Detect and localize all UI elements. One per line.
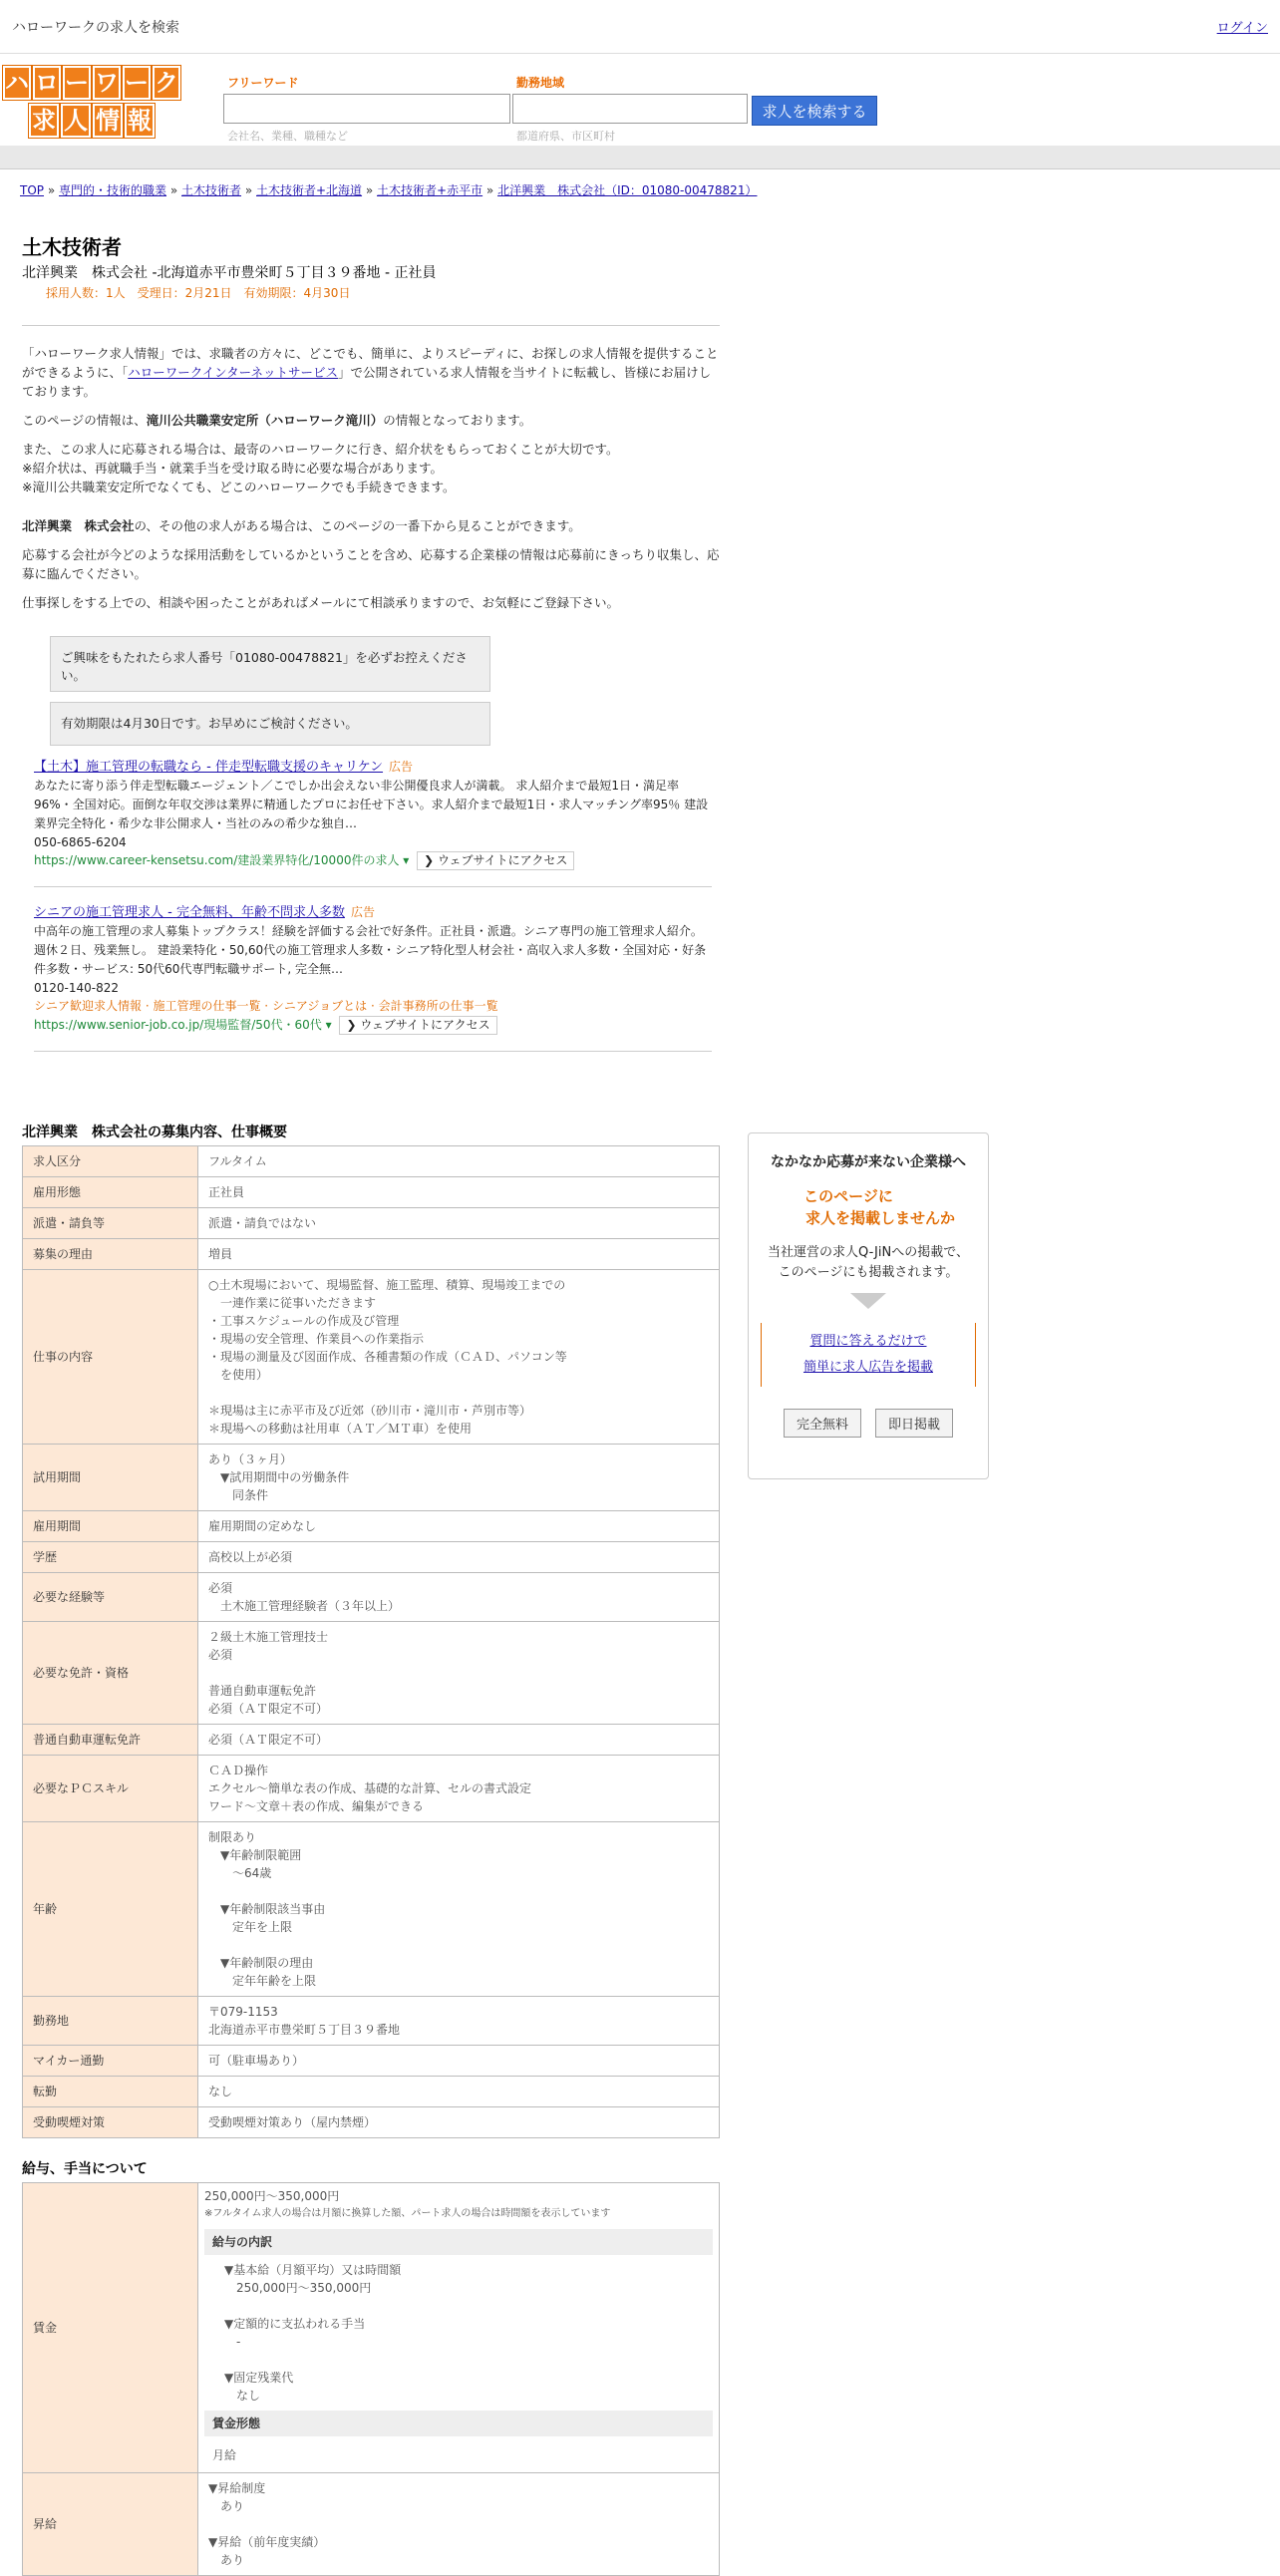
deadline-note: 有効期限は4月30日です。お早めにご検討ください。 <box>50 702 490 746</box>
breadcrumb-link[interactable]: 土木技術者+赤平市 <box>377 183 483 197</box>
research-paragraph: 応募する会社が今どのような採用活動をしているかということを含め、応募する企業様の情報は応募前にきっちり収集し、応募に臨んでください。 <box>22 547 720 581</box>
hellowork-link[interactable]: ハローワークインターネットサービス <box>128 365 339 380</box>
sponsored-ad: 【土木】施工管理の転職なら - 伴走型転職支援のキャリケン 広告 あなたに寄り添う伴走型転職エージェント／こでしか出会えない非公開優良求人が満載。 求人紹介まで最短1日・満足率96%・全国対応。面倒な年収交渉は業界に精通したプロにお任せ下さい。求人紹介まで最短1日・求人マッチング率95％ 建設業界完全特化・希少な非公開求人・当社のみの希少な独自… 050-6865-6204 https://www.career-kensetsu.com/建設業界特化/10000件の求人 ▾ ❯ ウェブサイトにアクセス <box>34 756 712 887</box>
logo-char: ワ <box>93 66 121 100</box>
ad-title-link[interactable]: シニアの施工管理求人 - 完全無料、年齢不問求人多数 <box>34 905 345 920</box>
row-value: フルタイム <box>198 1146 720 1177</box>
breadcrumb-separator: » <box>166 183 181 197</box>
breadcrumb-link[interactable]: 専門的・技術的職業 <box>59 183 167 197</box>
breadcrumb-link[interactable]: 土木技術者 <box>181 183 242 197</box>
row-value: 高校以上が必須 <box>198 1542 720 1573</box>
site-tagline: ハローワークの求人を検索 <box>12 19 179 36</box>
ad-phone[interactable]: 050-6865-6204 <box>34 835 127 849</box>
table-row <box>23 1542 720 1573</box>
breadcrumb-separator: » <box>362 183 378 197</box>
table-row <box>23 1822 720 1997</box>
row-value: 正社員 <box>198 1177 720 1208</box>
breadcrumb-link[interactable]: 北洋興業 株式会社（ID：01080-00478821） <box>497 183 758 197</box>
wage-title: 給与、手当について <box>22 2161 148 2177</box>
raise-key: 昇給 <box>23 2473 198 2576</box>
job-subtitle: 北洋興業 株式会社 -北海道赤平市豊栄町５丁目３９番地 - 正社員 <box>22 265 437 281</box>
table-row <box>23 2183 720 2473</box>
logo-char: ー <box>123 66 151 100</box>
row-key: 必要なＰＣスキル <box>23 1756 198 1822</box>
logo-char: ー <box>63 66 91 100</box>
table-row <box>23 1177 720 1208</box>
intro-paragraph: 「ハローワーク求人情報」では、求職者の方々に、どこでも、簡単に、よりスピーディに、お探しの求人情報を提供することができるように、「ハローワークインターネットサービス」で公開されている求人情報を当サイトに転載し、皆様にお届けしております。 <box>22 346 719 399</box>
down-arrow-icon <box>850 1293 886 1309</box>
header <box>0 54 1280 146</box>
apply-paragraph: また、この求人に応募される場合は、最寄のハローワークに行き、紹介状をもらっておくことが大切です。 <box>22 442 619 457</box>
wage-key: 賃金 <box>23 2183 198 2473</box>
ad-url[interactable]: https://www.career-kensetsu.com/建設業界特化/10000件の求人 <box>34 853 400 867</box>
source-paragraph: このページの情報は、滝川公共職業安定所（ハローワーク滝川）の情報となっております。 <box>22 413 532 428</box>
logo-char: ク <box>153 66 180 100</box>
row-value: 必須（ＡＴ限定不可） <box>198 1725 720 1756</box>
visit-website-button[interactable]: ❯ ウェブサイトにアクセス <box>339 1016 496 1035</box>
advertise-links <box>761 1323 976 1387</box>
table-row <box>23 1511 720 1542</box>
row-key: 必要な免許・資格 <box>23 1622 198 1725</box>
table-row <box>23 2077 720 2107</box>
row-value: ○土木現場において、現場監督、施工監理、積算、現場竣工までの 一連作業に従事いただきます ・工事スケジュールの作成及び管理 ・現場の安全管理、作業員への作業指示 ・現場の測量及び図面作成、各種書類の作成（ＣＡＤ、パソコン等 を使用） ＊現場は主に赤平市及び近郊（砂川市・滝川市・芦別市等） ＊現場への移動は社用車（ＡＴ／ＭＴ車）を使用 <box>198 1270 720 1445</box>
freeword-label: フリーワード <box>227 76 299 90</box>
site-logo[interactable] <box>4 66 179 142</box>
row-key: 普通自動車運転免許 <box>23 1725 198 1756</box>
login-link[interactable]: ログイン <box>1216 21 1268 36</box>
ad-description: あなたに寄り添う伴走型転職エージェント／こでしか出会えない非公開優良求人が満載。 求人紹介まで最短1日・満足率96%・全国対応。面倒な年収交渉は業界に精通したプロにお任せ下さい。求人紹介まで最短1日・求人マッチング率95％ 建設業界完全特化・希少な非公開求人・当社のみの希少な独自… <box>34 779 709 830</box>
table-row <box>23 1573 720 1622</box>
breadcrumb <box>20 181 757 198</box>
top-bar <box>0 0 1280 54</box>
wage-form-header: 賃金形態 <box>204 2411 713 2436</box>
logo-char: ハ <box>3 66 31 100</box>
logo-char: 報 <box>125 104 155 138</box>
table-row <box>23 1445 720 1511</box>
breadcrumb-separator: » <box>44 183 59 197</box>
note-paragraph: ※紹介状は、再就職手当・就業手当を受け取る時に必要な場合があります。 <box>22 461 443 476</box>
same-day-button[interactable]: 即日掲載 <box>875 1409 953 1438</box>
row-value: ＣＡＤ操作 エクセル～簡単な表の作成、基礎的な計算、セルの書式設定 ワード～文章＋表の作成、編集ができる <box>198 1756 720 1822</box>
job-info-table <box>22 1145 720 2138</box>
free-button[interactable]: 完全無料 <box>784 1409 861 1438</box>
table-row <box>23 2107 720 2138</box>
sponsored-ad: シニアの施工管理求人 - 完全無料、年齢不問求人多数 広告 中高年の施工管理の求人募集トップクラス！経験を評価する会社で好条件。正社員・派遣。シニア専門の施工管理求人紹介。週休２日、残業無し。 建設業特化・50,60代の施工管理求人多数・シニア特化型人材会社・高収入求人多数・全国対応・好条件多数・サービス: 50代60代専門転職サポート, 完全無… 0120-140-822 シニア歓迎求人情報 · 施工管理の仕事一覧 · シニアジョブとは · 会計事務所の仕事一覧 https://www.senior-job.co.jp/現場監督/50代・60代 ▾ ❯ ウェブサイトにアクセス <box>34 901 712 1052</box>
breadcrumb-separator: » <box>482 183 498 197</box>
visit-website-button[interactable]: ❯ ウェブサイトにアクセス <box>417 851 574 870</box>
ad-url[interactable]: https://www.senior-job.co.jp/現場監督/50代・60代 <box>34 1018 322 1032</box>
table-row <box>23 1239 720 1270</box>
row-key: 募集の理由 <box>23 1239 198 1270</box>
table-title: 北洋興業 株式会社の募集内容、仕事概要 <box>22 1125 287 1140</box>
table-row <box>23 1622 720 1725</box>
row-value: 雇用期間の定めなし <box>198 1511 720 1542</box>
table-row <box>23 1725 720 1756</box>
freeword-input[interactable] <box>223 94 510 124</box>
table-row <box>23 1146 720 1177</box>
divider-bar <box>0 146 1280 169</box>
row-key: 雇用形態 <box>23 1177 198 1208</box>
ad-title-link[interactable]: 【土木】施工管理の転職なら - 伴走型転職支援のキャリケン <box>34 760 384 775</box>
row-key: 必要な経験等 <box>23 1573 198 1622</box>
row-value: 派遣・請負ではない <box>198 1208 720 1239</box>
row-key: 勤務地 <box>23 1997 198 2046</box>
row-value: ２級土木施工管理技士 必須 普通自動車運転免許 必須（ＡＴ限定不可） <box>198 1622 720 1725</box>
answer-questions-link[interactable]: 質問に答えるだけで <box>809 1334 927 1349</box>
ad-sitelinks[interactable]: シニア歓迎求人情報 · 施工管理の仕事一覧 · シニアジョブとは · 会計事務所の仕事一覧 <box>34 999 498 1013</box>
main-content <box>22 231 720 2576</box>
table-row <box>23 1208 720 1239</box>
row-value: あり（３ヶ月） ▼試用期間中の労働条件 同条件 <box>198 1445 720 1511</box>
row-value: 〒079-1153 北海道赤平市豊栄町５丁目３９番地 <box>198 1997 720 2046</box>
wage-table <box>22 2182 720 2576</box>
note-paragraph-2: ※滝川公共職業安定所でなくても、どこのハローワークでも手続きできます。 <box>22 480 456 494</box>
job-number-note: ご興味をもたれたら求人番号「01080-00478821」を必ずお控えください。 <box>50 636 490 692</box>
wage-note: ※フルタイム求人の場合は月額に換算した額、パート求人の場合は時間額を表示しています <box>204 2208 611 2219</box>
table-row <box>23 1997 720 2046</box>
wage-form: 月給 <box>212 2448 237 2462</box>
contact-paragraph: 仕事探しをする上での、相談や困ったことがあればメールにて相談承りますので、お気軽にご登録下さい。 <box>22 595 620 610</box>
ad-description: 中高年の施工管理の求人募集トップクラス！経験を評価する会社で好条件。正社員・派遣。シニア専門の施工管理求人紹介。週休２日、残業無し。 建設業特化・50,60代の施工管理求人多数・シニア特化型人材会社・高収入求人多数・全国対応・好条件多数・サービス: 50代60代専門転職サポート, 完全無… <box>34 924 707 976</box>
logo-char: 情 <box>93 104 123 138</box>
row-key: 学歴 <box>23 1542 198 1573</box>
row-key: 転勤 <box>23 2077 198 2107</box>
table-row <box>23 1756 720 1822</box>
row-value: 制限あり ▼年齢制限範囲 〜64歳 ▼年齢制限該当事由 定年を上限 ▼年齢制限の理由 定年年齢を上限 <box>198 1822 720 1997</box>
row-key: 雇用期間 <box>23 1511 198 1542</box>
job-meta: 採用人数：1人 受理日：2月21日 有効期限：4月30日 <box>46 286 351 300</box>
row-key: 試用期間 <box>23 1445 198 1511</box>
ad-tag: 広告 <box>389 760 414 774</box>
ad-phone[interactable]: 0120-140-822 <box>34 981 120 995</box>
search-button[interactable]: 求人を検索する <box>752 96 877 126</box>
breadcrumb-link[interactable]: TOP <box>20 183 45 197</box>
row-key: 求人区分 <box>23 1146 198 1177</box>
advertise-title: なかなか応募が来ない企業様へ <box>771 1154 966 1170</box>
breadcrumb-separator: » <box>241 183 256 197</box>
row-key: マイカー通勤 <box>23 2046 198 2077</box>
table-row <box>23 2473 720 2576</box>
wage-breakdown: ▼基本給（月額平均）又は時間額 250,000円〜350,000円 ▼定額的に支払われる手当 - ▼固定残業代 なし <box>224 2263 402 2403</box>
logo-char: 求 <box>29 104 59 138</box>
advertise-offer: このページに 求人を掲載しませんか <box>803 1187 955 1227</box>
logo-char: ロ <box>33 66 61 100</box>
wage-breakdown-header: 給与の内訳 <box>204 2229 713 2255</box>
row-key: 年齢 <box>23 1822 198 1997</box>
row-key: 仕事の内容 <box>23 1270 198 1445</box>
row-key: 受動喫煙対策 <box>23 2107 198 2138</box>
other-jobs-paragraph: 北洋興業 株式会社の、その他の求人がある場合は、このページの一番下から見ることができます。 <box>22 518 581 533</box>
separator <box>22 325 720 326</box>
post-ad-link[interactable]: 簡単に求人広告を掲載 <box>802 1360 933 1375</box>
area-placeholder: 都道府県、市区町村 <box>516 130 615 143</box>
row-value: 増員 <box>198 1239 720 1270</box>
breadcrumb-link[interactable]: 土木技術者+北海道 <box>256 183 363 197</box>
ad-tag: 広告 <box>350 905 375 919</box>
table-row <box>23 2046 720 2077</box>
row-key: 派遣・請負等 <box>23 1208 198 1239</box>
row-value: 可（駐車場あり） <box>198 2046 720 2077</box>
job-title: 土木技術者 <box>22 235 122 259</box>
wage-amount: 250,000円〜350,000円 <box>204 2189 340 2203</box>
area-label: 勤務地域 <box>516 76 565 90</box>
raise-value: ▼昇給制度 あり ▼昇給（前年度実績） あり <box>198 2473 720 2576</box>
advertise-desc: 当社運営の求人Q-JiNへの掲載で、 このページにも掲載されます。 <box>768 1245 969 1280</box>
area-input[interactable] <box>512 94 748 124</box>
row-value: 受動喫煙対策あり（屋内禁煙） <box>198 2107 720 2138</box>
table-row <box>23 1270 720 1445</box>
row-value: なし <box>198 2077 720 2107</box>
freeword-placeholder: 会社名、業種、職種など <box>227 130 348 143</box>
advertise-box <box>748 1132 989 1479</box>
logo-char: 人 <box>61 104 91 138</box>
row-value: 必須 土木施工管理経験者（３年以上） <box>198 1573 720 1622</box>
